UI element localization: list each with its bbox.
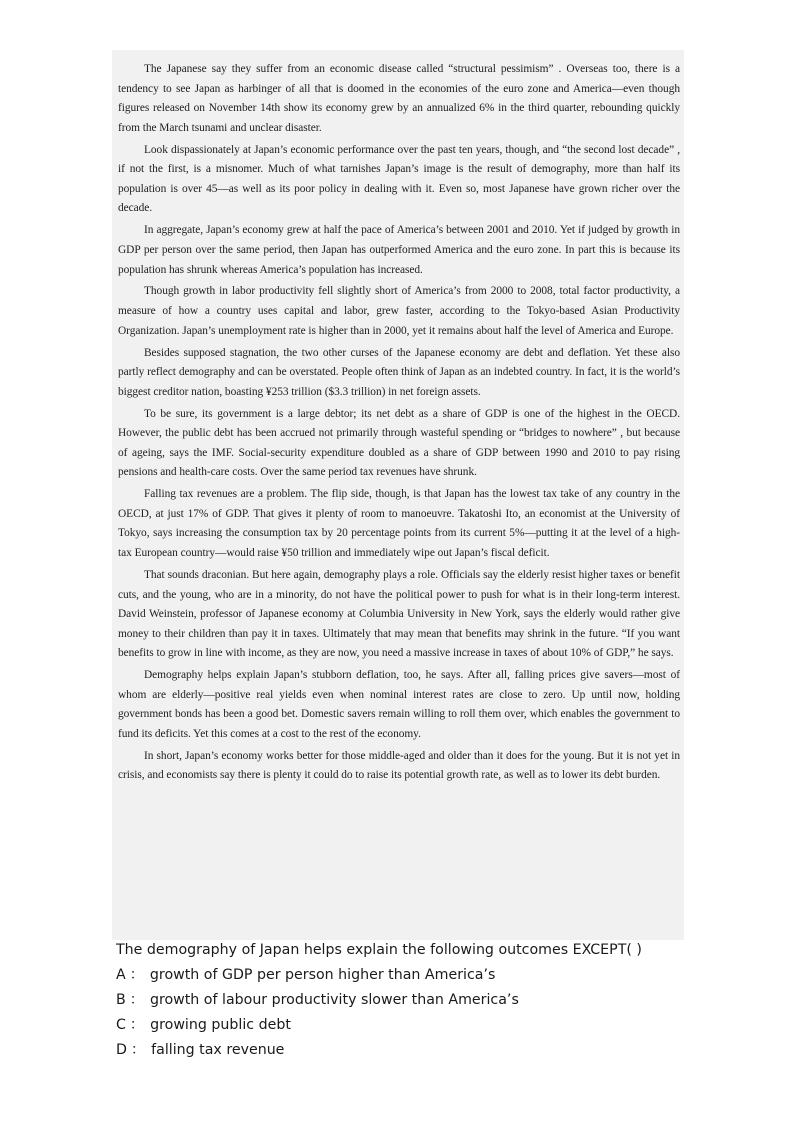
question-stem: The demography of Japan helps explain the following outcomes EXCEPT( ) — [116, 942, 642, 958]
passage-paragraph-8: That sounds draconian. But here again, demography plays a role. Officials say the elderly resist higher taxes or benefit cuts, and the young, who are in a minority, do not have the political power to push for what is in their long-term interest. David Weinstein, professor of Japanese economy at Columbia University in New York, says the elderly would rather give money to their children than pay it in taxes. Ultimately that may mean that benefits may shrink in the future. “If you want benefits to grow in line with income, as they are now, you need a massive increase in taxes of about 10% of GDP,” he says. — [118, 568, 680, 660]
passage-paragraph-10: In short, Japan’s economy works better for those middle-aged and older than it does for the young. But it is not yet in crisis, and economists say there is plenty it could do to raise its potential growth rate, as well as to lower its debt burden. — [118, 749, 680, 782]
option-c-text: growing public debt — [150, 1017, 291, 1033]
option-a-text: growth of GDP per person higher than America’s — [149, 967, 496, 983]
option-b-letter: B — [116, 992, 126, 1008]
option-b-text: growth of labour productivity slower than America’s — [149, 992, 519, 1008]
option-d-text: falling tax revenue — [151, 1042, 285, 1058]
passage-paragraph-9: Demography helps explain Japan’s stubborn deflation, too, he says. After all, falling prices give savers—most of whom are elderly—positive real yields even when nominal interest rates are close to zero. Up until now, holding government bonds has been a good bet. Domestic savers remain willing to roll them over, which enables the government to fund its deficits. Yet this comes at a cost to the rest of the economy. — [118, 669, 680, 740]
passage-paragraph-5: Besides supposed stagnation, the two other curses of the Japanese economy are debt and deflation. Yet these also partly reflect demography and can be overstated. People often think of Japan as an indebted country. In fact, it is the world’s biggest creditor nation, boasting ¥253 trillion ($3.3 trillion) in net foreign assets. — [118, 346, 680, 398]
option-c[interactable] — [116, 1013, 776, 1038]
passage-paragraph-2: Look dispassionately at Japan’s economic performance over the past ten years, though, and “the second lost decade” , if not the first, is a misnomer. Much of what tarnishes Japan’s image is the result of demography, more than half its population is over 45—as well as its poor policy in dealing with it. Even so, most Japanese have grown richer over the decade. — [118, 143, 680, 215]
option-b[interactable] — [116, 988, 776, 1013]
passage-paragraph-6: To be sure, its government is a large debtor; its net debt as a share of GDP is one of the highest in the OECD. However, the public debt has been accrued not primarily through wasteful spending or “bridges to nowhere” , but because of ageing, says the IMF. Social-security expenditure doubled as a share of GDP between 1990 and 2010 to pay rising pensions and health-care costs. Over the same period tax revenues have shrunk. — [118, 407, 680, 479]
option-c-separator: ： — [129, 1017, 145, 1033]
option-a[interactable] — [116, 963, 776, 988]
passage-scan-image — [112, 50, 684, 940]
option-d[interactable] — [116, 1038, 776, 1063]
passage-paragraph-1: The Japanese say they suffer from an economic disease called “structural pessimism” . Overseas too, there is a tendency to see Japan as harbinger of all that is doomed in the economies of the euro zone and America—even though figures released on November 14th show its economy grew by an annualized 6% in the third quarter, rebounding quickly from the March tsunami and unclear disaster. — [118, 63, 680, 134]
option-d-letter: D — [116, 1042, 127, 1058]
passage-paragraph-4: Though growth in labor productivity fell slightly short of America’s from 2000 to 2008, total factor productivity, a measure of how a country uses capital and labor, grew faster, according to the Tokyo-based Asian Productivity Organization. Japan’s unemployment rate is higher than in 2000, yet it remains about half the level of America and Europe. — [118, 285, 680, 337]
option-d-separator: ： — [130, 1042, 146, 1058]
passage-paragraph-3: In aggregate, Japan’s economy grew at half the pace of America’s between 2001 and 2010. Yet if judged by growth in GDP per person over the same period, then Japan has outperformed America and the euro zone. In part this is because its population has shrunk whereas America’s population has increased. — [118, 224, 680, 276]
passage-paragraph-7: Falling tax revenues are a problem. The flip side, though, is that Japan has the lowest tax take of any country in the OECD, at just 17% of GDP. That gives it plenty of room to manoeuvre. Takatoshi Ito, an economist at the University of Tokyo, says increasing the consumption tax by 20 percentage points from its current 5%—putting it at the level of a high-tax European country—would raise ¥50 trillion and immediately wipe out Japan’s fiscal deficit. — [118, 488, 680, 560]
option-b-separator: ： — [129, 992, 144, 1008]
option-a-letter: A — [116, 967, 126, 983]
option-a-separator: ： — [129, 967, 144, 983]
question-block — [116, 938, 776, 1063]
option-c-letter: C — [116, 1017, 126, 1033]
